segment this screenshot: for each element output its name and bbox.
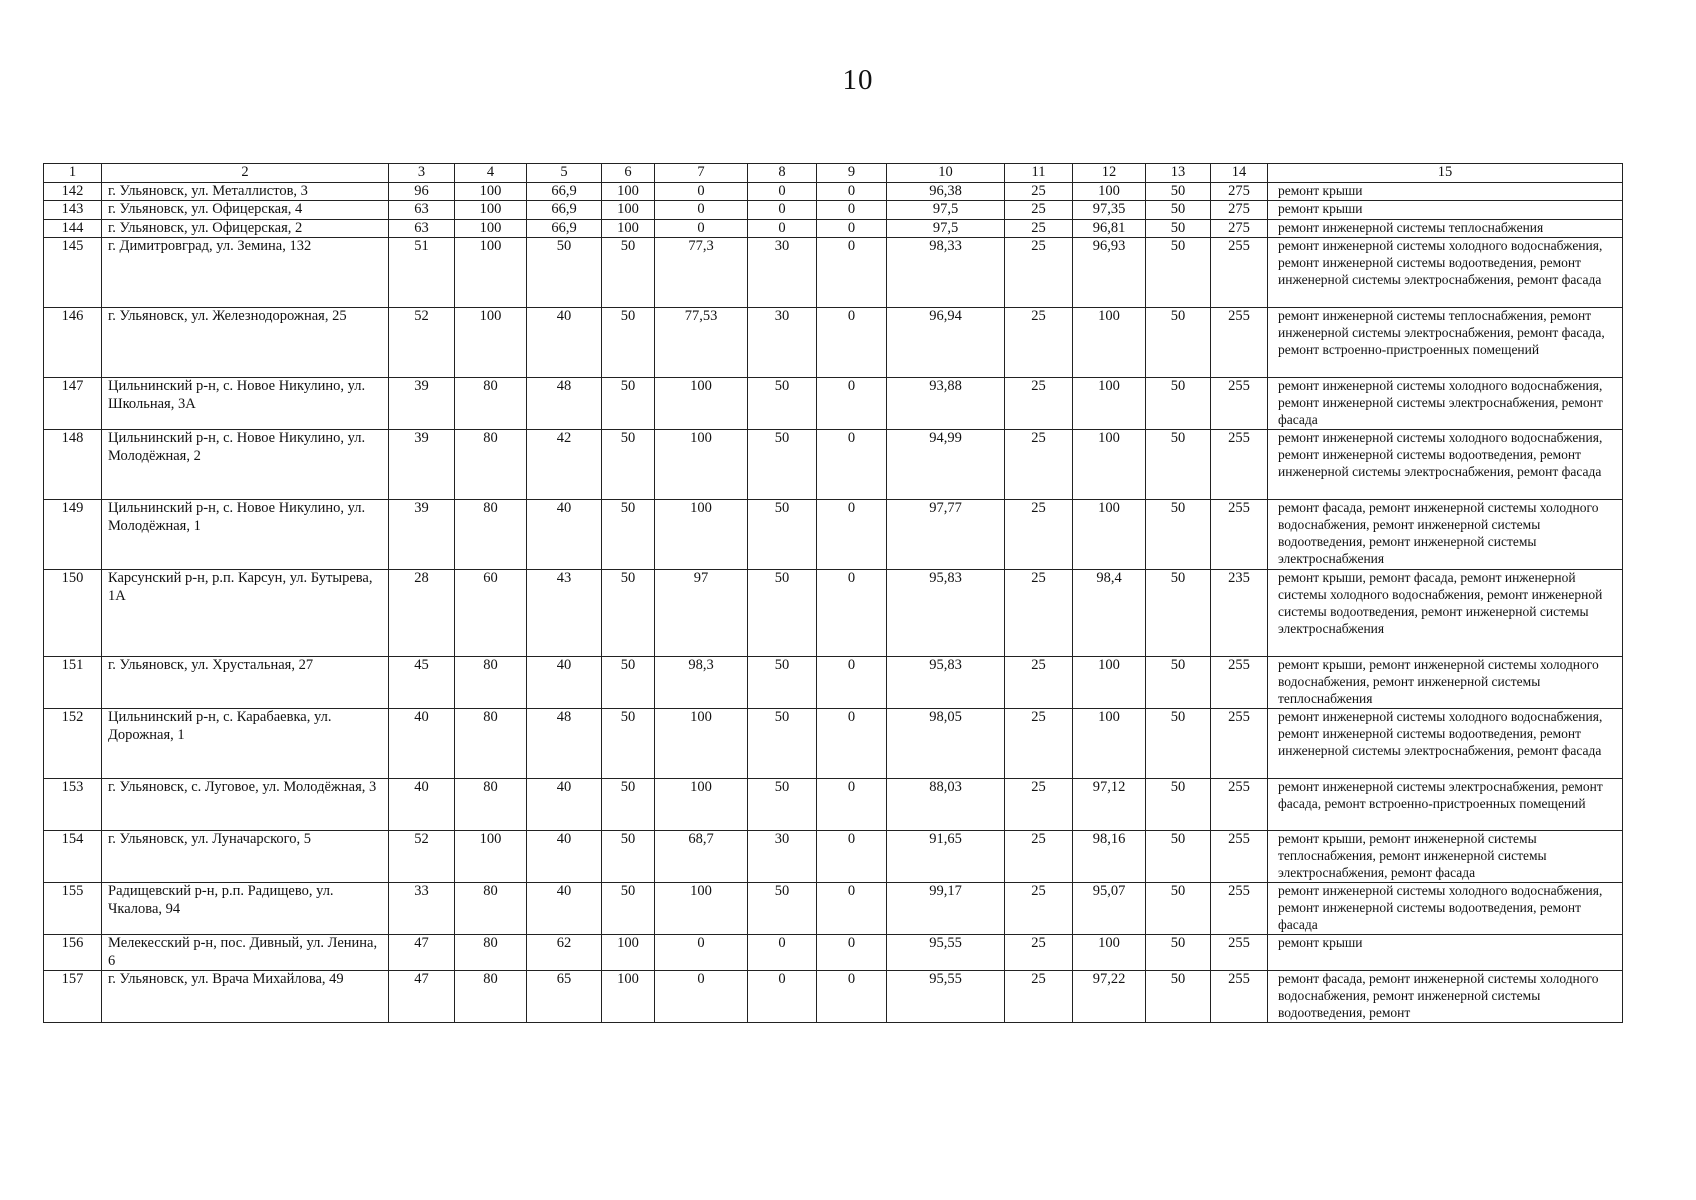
col8-cell: 50 xyxy=(748,570,817,657)
table-row xyxy=(44,238,1623,308)
col6-cell: 50 xyxy=(602,779,655,831)
col4-cell: 100 xyxy=(455,308,527,378)
col14-cell: 255 xyxy=(1211,378,1268,430)
row-number-cell: 147 xyxy=(44,378,102,430)
col14-cell: 255 xyxy=(1211,779,1268,831)
col8-cell: 50 xyxy=(748,378,817,430)
col8-cell: 50 xyxy=(748,709,817,779)
col5-cell: 40 xyxy=(527,308,602,378)
col14-cell: 255 xyxy=(1211,430,1268,500)
col6-cell: 50 xyxy=(602,831,655,883)
works-cell: ремонт инженерной системы холодного водоснабжения, ремонт инженерной системы водоотведения, ремонт фасада xyxy=(1268,883,1623,935)
col12-cell: 97,35 xyxy=(1073,201,1146,219)
table-row xyxy=(44,308,1623,378)
col13-cell: 50 xyxy=(1146,935,1211,971)
column-number-cell: 12 xyxy=(1073,164,1146,183)
col7-cell: 97 xyxy=(655,570,748,657)
col11-cell: 25 xyxy=(1005,883,1073,935)
row-number-cell: 157 xyxy=(44,971,102,1023)
col11-cell: 25 xyxy=(1005,308,1073,378)
col10-cell: 95,55 xyxy=(887,935,1005,971)
col4-cell: 80 xyxy=(455,709,527,779)
col5-cell: 65 xyxy=(527,971,602,1023)
col12-cell: 100 xyxy=(1073,430,1146,500)
col10-cell: 96,38 xyxy=(887,183,1005,201)
col7-cell: 100 xyxy=(655,709,748,779)
col8-cell: 50 xyxy=(748,779,817,831)
col10-cell: 93,88 xyxy=(887,378,1005,430)
col14-cell: 255 xyxy=(1211,831,1268,883)
col11-cell: 25 xyxy=(1005,935,1073,971)
col9-cell: 0 xyxy=(817,883,887,935)
col9-cell: 0 xyxy=(817,201,887,219)
column-number-cell: 11 xyxy=(1005,164,1073,183)
col7-cell: 100 xyxy=(655,378,748,430)
col13-cell: 50 xyxy=(1146,657,1211,709)
col9-cell: 0 xyxy=(817,657,887,709)
col11-cell: 25 xyxy=(1005,657,1073,709)
col4-cell: 100 xyxy=(455,831,527,883)
table-row xyxy=(44,500,1623,570)
col9-cell: 0 xyxy=(817,971,887,1023)
col5-cell: 62 xyxy=(527,935,602,971)
col4-cell: 60 xyxy=(455,570,527,657)
col12-cell: 100 xyxy=(1073,935,1146,971)
row-number-cell: 151 xyxy=(44,657,102,709)
col4-cell: 80 xyxy=(455,935,527,971)
col9-cell: 0 xyxy=(817,935,887,971)
col8-cell: 0 xyxy=(748,201,817,219)
column-number-cell: 7 xyxy=(655,164,748,183)
col11-cell: 25 xyxy=(1005,831,1073,883)
col10-cell: 97,5 xyxy=(887,219,1005,237)
address-cell: г. Ульяновск, ул. Металлистов, 3 xyxy=(102,183,389,201)
col6-cell: 100 xyxy=(602,971,655,1023)
col14-cell: 255 xyxy=(1211,883,1268,935)
col7-cell: 100 xyxy=(655,883,748,935)
col9-cell: 0 xyxy=(817,831,887,883)
col7-cell: 68,7 xyxy=(655,831,748,883)
col6-cell: 100 xyxy=(602,935,655,971)
col3-cell: 45 xyxy=(389,657,455,709)
table-row xyxy=(44,883,1623,935)
col6-cell: 50 xyxy=(602,308,655,378)
col14-cell: 235 xyxy=(1211,570,1268,657)
col13-cell: 50 xyxy=(1146,201,1211,219)
col5-cell: 50 xyxy=(527,238,602,308)
col5-cell: 40 xyxy=(527,657,602,709)
address-cell: Цильнинский р-н, с. Карабаевка, ул. Дорожная, 1 xyxy=(102,709,389,779)
column-number-cell: 1 xyxy=(44,164,102,183)
col11-cell: 25 xyxy=(1005,378,1073,430)
col6-cell: 50 xyxy=(602,430,655,500)
works-cell: ремонт инженерной системы холодного водоснабжения, ремонт инженерной системы электроснабжения, ремонт фасада xyxy=(1268,378,1623,430)
works-cell: ремонт инженерной системы холодного водоснабжения, ремонт инженерной системы водоотведения, ремонт инженерной системы электроснабжения, ремонт фасада xyxy=(1268,430,1623,500)
col10-cell: 98,05 xyxy=(887,709,1005,779)
col6-cell: 50 xyxy=(602,883,655,935)
col10-cell: 96,94 xyxy=(887,308,1005,378)
address-cell: Карсунский р-н, р.п. Карсун, ул. Бутырева, 1А xyxy=(102,570,389,657)
col12-cell: 100 xyxy=(1073,308,1146,378)
address-cell: г. Ульяновск, ул. Железнодорожная, 25 xyxy=(102,308,389,378)
col3-cell: 51 xyxy=(389,238,455,308)
col13-cell: 50 xyxy=(1146,709,1211,779)
col7-cell: 100 xyxy=(655,430,748,500)
works-cell: ремонт инженерной системы теплоснабжения, ремонт инженерной системы электроснабжения, ремонт фасада, ремонт встроенно-пристроенных помещений xyxy=(1268,308,1623,378)
col11-cell: 25 xyxy=(1005,238,1073,308)
table-row xyxy=(44,971,1623,1023)
col6-cell: 50 xyxy=(602,500,655,570)
col11-cell: 25 xyxy=(1005,500,1073,570)
col5-cell: 43 xyxy=(527,570,602,657)
works-cell: ремонт крыши, ремонт фасада, ремонт инженерной системы холодного водоснабжения, ремонт инженерной системы водоотведения, ремонт инженерной системы электроснабжения xyxy=(1268,570,1623,657)
col4-cell: 100 xyxy=(455,238,527,308)
row-number-cell: 156 xyxy=(44,935,102,971)
col4-cell: 100 xyxy=(455,219,527,237)
page-number: 10 xyxy=(842,64,874,96)
col3-cell: 63 xyxy=(389,201,455,219)
works-cell: ремонт фасада, ремонт инженерной системы холодного водоснабжения, ремонт инженерной системы водоотведения, ремонт инженерной системы электроснабжения xyxy=(1268,500,1623,570)
table-row xyxy=(44,657,1623,709)
table-row xyxy=(44,779,1623,831)
col9-cell: 0 xyxy=(817,183,887,201)
col4-cell: 80 xyxy=(455,430,527,500)
col12-cell: 100 xyxy=(1073,378,1146,430)
col14-cell: 255 xyxy=(1211,935,1268,971)
col13-cell: 50 xyxy=(1146,779,1211,831)
col8-cell: 50 xyxy=(748,500,817,570)
col10-cell: 95,83 xyxy=(887,657,1005,709)
col14-cell: 255 xyxy=(1211,500,1268,570)
col12-cell: 100 xyxy=(1073,709,1146,779)
col11-cell: 25 xyxy=(1005,570,1073,657)
col10-cell: 88,03 xyxy=(887,779,1005,831)
col13-cell: 50 xyxy=(1146,238,1211,308)
table-row xyxy=(44,570,1623,657)
col4-cell: 80 xyxy=(455,971,527,1023)
registry-table xyxy=(43,163,1623,1023)
address-cell: Цильнинский р-н, с. Новое Никулино, ул. Школьная, 3А xyxy=(102,378,389,430)
col7-cell: 77,53 xyxy=(655,308,748,378)
row-number-cell: 142 xyxy=(44,183,102,201)
col9-cell: 0 xyxy=(817,378,887,430)
col12-cell: 95,07 xyxy=(1073,883,1146,935)
col3-cell: 47 xyxy=(389,971,455,1023)
col13-cell: 50 xyxy=(1146,430,1211,500)
row-number-cell: 148 xyxy=(44,430,102,500)
col14-cell: 255 xyxy=(1211,709,1268,779)
col10-cell: 98,33 xyxy=(887,238,1005,308)
row-number-cell: 146 xyxy=(44,308,102,378)
col7-cell: 0 xyxy=(655,971,748,1023)
table-row xyxy=(44,831,1623,883)
col7-cell: 77,3 xyxy=(655,238,748,308)
col14-cell: 255 xyxy=(1211,971,1268,1023)
col14-cell: 255 xyxy=(1211,238,1268,308)
col11-cell: 25 xyxy=(1005,971,1073,1023)
column-number-cell: 6 xyxy=(602,164,655,183)
col8-cell: 50 xyxy=(748,657,817,709)
col13-cell: 50 xyxy=(1146,500,1211,570)
col14-cell: 255 xyxy=(1211,308,1268,378)
col8-cell: 50 xyxy=(748,430,817,500)
col7-cell: 100 xyxy=(655,779,748,831)
col10-cell: 95,83 xyxy=(887,570,1005,657)
column-number-row xyxy=(44,164,1623,183)
row-number-cell: 153 xyxy=(44,779,102,831)
col4-cell: 100 xyxy=(455,183,527,201)
table-row xyxy=(44,201,1623,219)
col3-cell: 47 xyxy=(389,935,455,971)
col13-cell: 50 xyxy=(1146,570,1211,657)
col12-cell: 96,93 xyxy=(1073,238,1146,308)
col6-cell: 100 xyxy=(602,183,655,201)
row-number-cell: 152 xyxy=(44,709,102,779)
col6-cell: 50 xyxy=(602,657,655,709)
row-number-cell: 144 xyxy=(44,219,102,237)
col13-cell: 50 xyxy=(1146,883,1211,935)
address-cell: Радищевский р-н, р.п. Радищево, ул. Чкалова, 94 xyxy=(102,883,389,935)
col10-cell: 97,5 xyxy=(887,201,1005,219)
col5-cell: 40 xyxy=(527,883,602,935)
table-row xyxy=(44,219,1623,237)
col9-cell: 0 xyxy=(817,779,887,831)
col9-cell: 0 xyxy=(817,238,887,308)
col7-cell: 100 xyxy=(655,500,748,570)
works-cell: ремонт крыши xyxy=(1268,183,1623,201)
table-row xyxy=(44,378,1623,430)
col8-cell: 30 xyxy=(748,308,817,378)
column-number-cell: 4 xyxy=(455,164,527,183)
column-number-cell: 5 xyxy=(527,164,602,183)
col11-cell: 25 xyxy=(1005,709,1073,779)
col4-cell: 80 xyxy=(455,883,527,935)
col11-cell: 25 xyxy=(1005,201,1073,219)
col5-cell: 48 xyxy=(527,378,602,430)
col5-cell: 66,9 xyxy=(527,219,602,237)
col13-cell: 50 xyxy=(1146,831,1211,883)
col3-cell: 40 xyxy=(389,709,455,779)
col7-cell: 0 xyxy=(655,935,748,971)
row-number-cell: 143 xyxy=(44,201,102,219)
address-cell: Мелекесский р-н, пос. Дивный, ул. Ленина, 6 xyxy=(102,935,389,971)
col9-cell: 0 xyxy=(817,219,887,237)
col4-cell: 100 xyxy=(455,201,527,219)
col8-cell: 30 xyxy=(748,238,817,308)
row-number-cell: 145 xyxy=(44,238,102,308)
column-number-cell: 15 xyxy=(1268,164,1623,183)
col6-cell: 50 xyxy=(602,709,655,779)
col8-cell: 50 xyxy=(748,883,817,935)
col5-cell: 40 xyxy=(527,831,602,883)
col6-cell: 100 xyxy=(602,219,655,237)
table-row xyxy=(44,183,1623,201)
col12-cell: 97,12 xyxy=(1073,779,1146,831)
col12-cell: 100 xyxy=(1073,500,1146,570)
col11-cell: 25 xyxy=(1005,779,1073,831)
column-number-cell: 14 xyxy=(1211,164,1268,183)
col9-cell: 0 xyxy=(817,500,887,570)
address-cell: Цильнинский р-н, с. Новое Никулино, ул. Молодёжная, 2 xyxy=(102,430,389,500)
address-cell: г. Ульяновск, ул. Врача Михайлова, 49 xyxy=(102,971,389,1023)
col3-cell: 33 xyxy=(389,883,455,935)
col6-cell: 50 xyxy=(602,238,655,308)
col6-cell: 100 xyxy=(602,201,655,219)
works-cell: ремонт крыши xyxy=(1268,935,1623,971)
address-cell: г. Ульяновск, ул. Офицерская, 2 xyxy=(102,219,389,237)
col12-cell: 100 xyxy=(1073,657,1146,709)
col6-cell: 50 xyxy=(602,378,655,430)
row-number-cell: 154 xyxy=(44,831,102,883)
works-cell: ремонт инженерной системы холодного водоснабжения, ремонт инженерной системы водоотведения, ремонт инженерной системы электроснабжения, ремонт фасада xyxy=(1268,709,1623,779)
column-number-cell: 2 xyxy=(102,164,389,183)
col7-cell: 0 xyxy=(655,219,748,237)
col9-cell: 0 xyxy=(817,430,887,500)
col12-cell: 97,22 xyxy=(1073,971,1146,1023)
works-cell: ремонт крыши, ремонт инженерной системы теплоснабжения, ремонт инженерной системы электроснабжения, ремонт фасада xyxy=(1268,831,1623,883)
col14-cell: 275 xyxy=(1211,219,1268,237)
col7-cell: 98,3 xyxy=(655,657,748,709)
col13-cell: 50 xyxy=(1146,378,1211,430)
col4-cell: 80 xyxy=(455,500,527,570)
col12-cell: 98,16 xyxy=(1073,831,1146,883)
col10-cell: 99,17 xyxy=(887,883,1005,935)
col8-cell: 0 xyxy=(748,183,817,201)
col8-cell: 30 xyxy=(748,831,817,883)
col5-cell: 48 xyxy=(527,709,602,779)
column-number-cell: 9 xyxy=(817,164,887,183)
col8-cell: 0 xyxy=(748,219,817,237)
col12-cell: 98,4 xyxy=(1073,570,1146,657)
col3-cell: 63 xyxy=(389,219,455,237)
address-cell: Цильнинский р-н, с. Новое Никулино, ул. Молодёжная, 1 xyxy=(102,500,389,570)
col3-cell: 28 xyxy=(389,570,455,657)
column-number-cell: 10 xyxy=(887,164,1005,183)
col9-cell: 0 xyxy=(817,308,887,378)
col10-cell: 94,99 xyxy=(887,430,1005,500)
col6-cell: 50 xyxy=(602,570,655,657)
col10-cell: 95,55 xyxy=(887,971,1005,1023)
address-cell: г. Ульяновск, ул. Хрустальная, 27 xyxy=(102,657,389,709)
works-cell: ремонт фасада, ремонт инженерной системы холодного водоснабжения, ремонт инженерной системы водоотведения, ремонт xyxy=(1268,971,1623,1023)
col3-cell: 39 xyxy=(389,500,455,570)
works-cell: ремонт крыши xyxy=(1268,201,1623,219)
col5-cell: 40 xyxy=(527,779,602,831)
col9-cell: 0 xyxy=(817,709,887,779)
col5-cell: 66,9 xyxy=(527,183,602,201)
col3-cell: 52 xyxy=(389,831,455,883)
col13-cell: 50 xyxy=(1146,308,1211,378)
address-cell: г. Ульяновск, ул. Луначарского, 5 xyxy=(102,831,389,883)
col5-cell: 66,9 xyxy=(527,201,602,219)
col12-cell: 96,81 xyxy=(1073,219,1146,237)
col11-cell: 25 xyxy=(1005,430,1073,500)
col13-cell: 50 xyxy=(1146,971,1211,1023)
col7-cell: 0 xyxy=(655,201,748,219)
col10-cell: 91,65 xyxy=(887,831,1005,883)
table-row xyxy=(44,709,1623,779)
col5-cell: 40 xyxy=(527,500,602,570)
works-cell: ремонт инженерной системы холодного водоснабжения, ремонт инженерной системы водоотведения, ремонт инженерной системы электроснабжения, ремонт фасада xyxy=(1268,238,1623,308)
address-cell: г. Ульяновск, ул. Офицерская, 4 xyxy=(102,201,389,219)
col12-cell: 100 xyxy=(1073,183,1146,201)
col13-cell: 50 xyxy=(1146,219,1211,237)
works-cell: ремонт инженерной системы электроснабжения, ремонт фасада, ремонт встроенно-пристроенных помещений xyxy=(1268,779,1623,831)
col3-cell: 96 xyxy=(389,183,455,201)
col11-cell: 25 xyxy=(1005,183,1073,201)
col14-cell: 255 xyxy=(1211,657,1268,709)
row-number-cell: 149 xyxy=(44,500,102,570)
table-row xyxy=(44,430,1623,500)
col3-cell: 39 xyxy=(389,378,455,430)
table-row xyxy=(44,935,1623,971)
col13-cell: 50 xyxy=(1146,183,1211,201)
col8-cell: 0 xyxy=(748,935,817,971)
col10-cell: 97,77 xyxy=(887,500,1005,570)
col4-cell: 80 xyxy=(455,657,527,709)
col9-cell: 0 xyxy=(817,570,887,657)
col5-cell: 42 xyxy=(527,430,602,500)
col14-cell: 275 xyxy=(1211,201,1268,219)
column-number-cell: 3 xyxy=(389,164,455,183)
address-cell: г. Димитровград, ул. Земина, 132 xyxy=(102,238,389,308)
col3-cell: 52 xyxy=(389,308,455,378)
col14-cell: 275 xyxy=(1211,183,1268,201)
works-cell: ремонт инженерной системы теплоснабжения xyxy=(1268,219,1623,237)
row-number-cell: 150 xyxy=(44,570,102,657)
row-number-cell: 155 xyxy=(44,883,102,935)
col7-cell: 0 xyxy=(655,183,748,201)
address-cell: г. Ульяновск, с. Луговое, ул. Молодёжная, 3 xyxy=(102,779,389,831)
col8-cell: 0 xyxy=(748,971,817,1023)
col11-cell: 25 xyxy=(1005,219,1073,237)
col3-cell: 40 xyxy=(389,779,455,831)
works-cell: ремонт крыши, ремонт инженерной системы холодного водоснабжения, ремонт инженерной системы теплоснабжения xyxy=(1268,657,1623,709)
column-number-cell: 8 xyxy=(748,164,817,183)
col4-cell: 80 xyxy=(455,378,527,430)
column-number-cell: 13 xyxy=(1146,164,1211,183)
col3-cell: 39 xyxy=(389,430,455,500)
col4-cell: 80 xyxy=(455,779,527,831)
